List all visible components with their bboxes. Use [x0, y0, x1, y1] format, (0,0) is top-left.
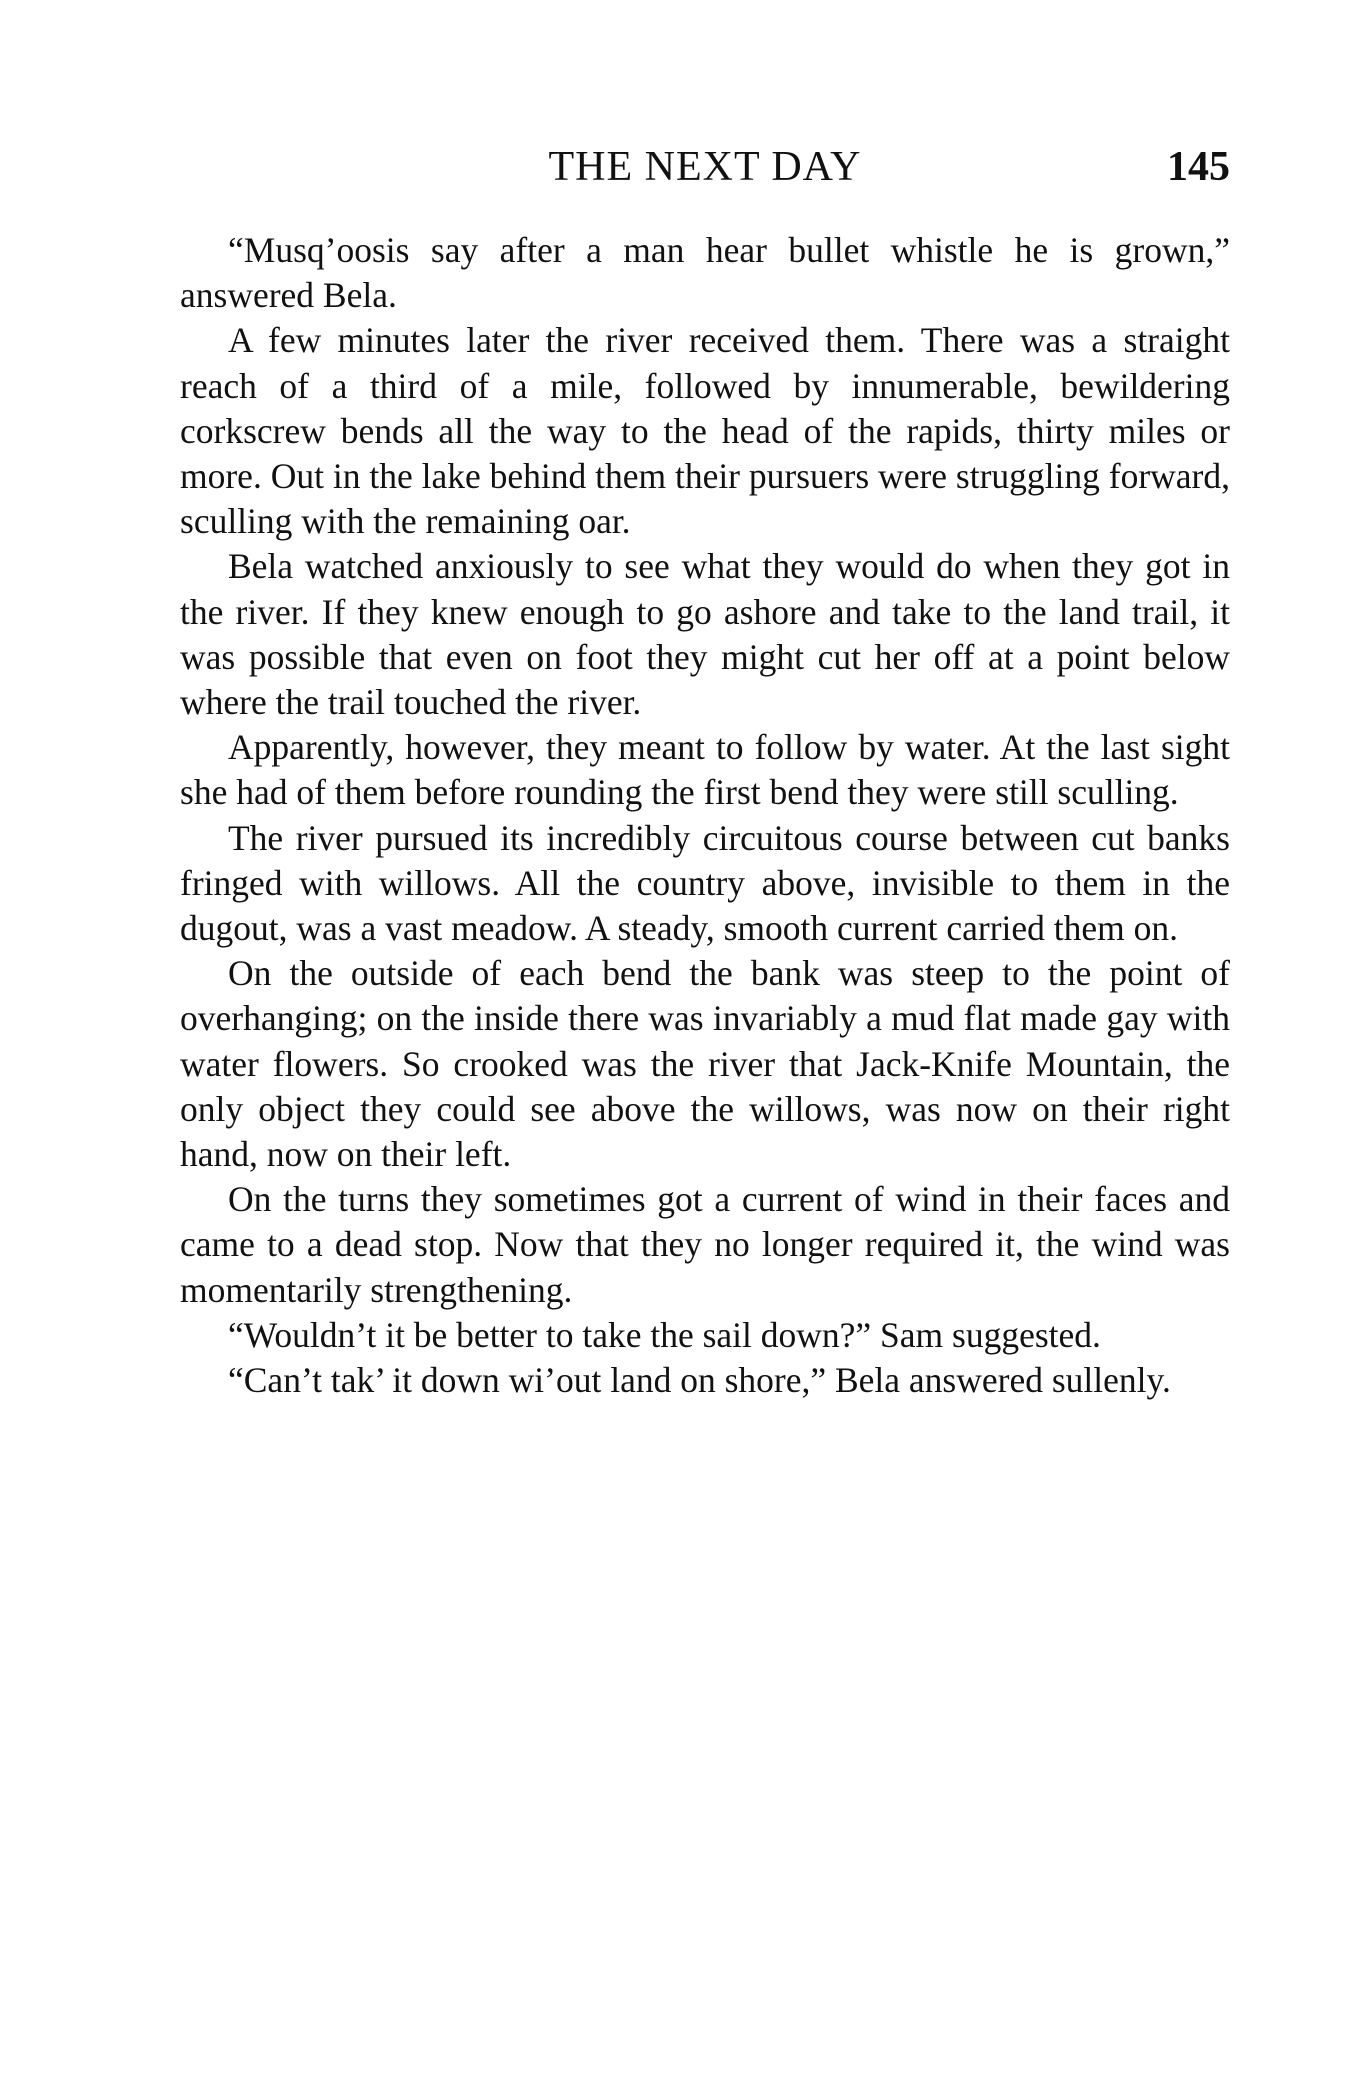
paragraph: A few minutes later the river received them. There was a straight reach of a third of a mile, followed by innumerable, bewildering corkscrew bends all the way to the head of the rapids, thirty miles or more. Out in the lake behind them their pursuers were struggling forward, sculling with the remaining oar. [180, 320, 1230, 542]
paragraph: “Can’t tak’ it down wi’out land on shore,” Bela answered sullenly. [228, 1360, 1171, 1401]
paragraph: Apparently, however, they meant to follow by water. At the last sight she had of them before rounding the first bend they were still sculling. [180, 727, 1230, 813]
paragraph: On the outside of each bend the bank was steep to the point of overhanging; on the inside there was invariably a mud flat made gay with water flowers. So crooked was the river that Jack-Knife Mountain, the only object they could see above the willows, was now on their right hand, now on their left. [180, 953, 1230, 1175]
paragraph: “Wouldn’t it be better to take the sail down?” Sam suggested. [228, 1314, 1101, 1355]
body-text [180, 228, 1230, 1403]
page-number: 145 [1167, 144, 1230, 190]
paragraph: The river pursued its incredibly circuitous course between cut banks fringed with willows. All the country above, invisible to them in the dugout, was a vast meadow. A steady, smooth current carried them on. [180, 817, 1230, 949]
paragraph: “Musq’oosis say after a man hear bullet whistle he is grown,” answered Bela. [180, 230, 1230, 316]
paragraph: Bela watched anxiously to see what they would do when they got in the river. If they knew enough to go ashore and take to the land trail, it was possible that even on foot they might cut her off at a point below where the trail touched the river. [180, 546, 1230, 723]
paragraph: On the turns they sometimes got a current of wind in their faces and came to a dead stop. Now that they no longer required it, the wind was momentarily strengthening. [180, 1179, 1230, 1310]
running-title: THE NEXT DAY [548, 144, 862, 190]
running-head [180, 142, 1230, 192]
